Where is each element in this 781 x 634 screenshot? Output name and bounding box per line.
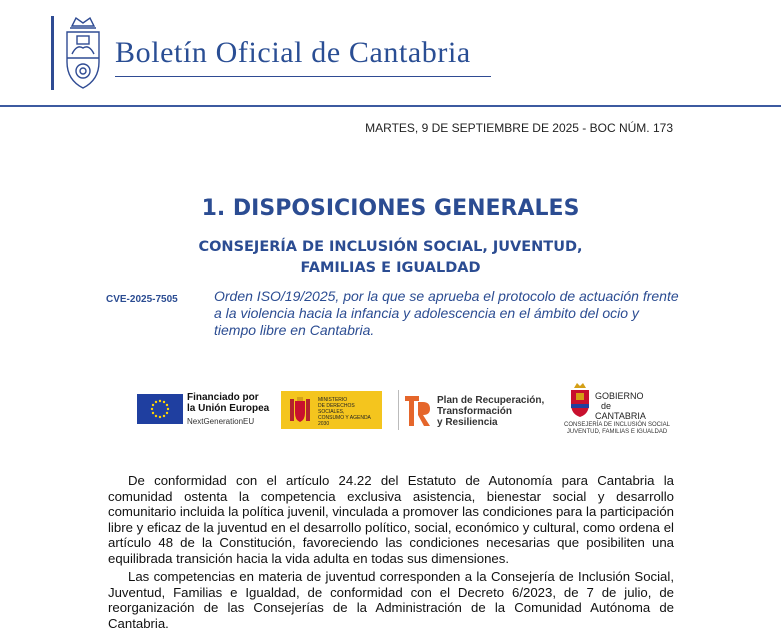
bulletin-title: Boletín Oficial de Cantabria [115,36,471,69]
prtr-logo-icon [403,394,433,428]
prtr-line-2: Transformación [437,406,513,417]
government-line-2: de [601,401,612,411]
ministry-line-1: MINISTERIO [318,397,348,403]
department-line-1: CONSEJERÍA DE INCLUSIÓN SOCIAL, JUVENTUD, [198,239,583,255]
department-heading [80,237,701,279]
cantabria-government-shield-icon [569,382,591,418]
government-department-label [557,422,677,436]
header-accent-bar [51,16,54,90]
ministry-label [318,397,380,427]
ministry-line-2: DE DERECHOS SOCIALES, [318,403,355,415]
prtr-line-3: y Resiliencia [437,417,498,428]
government-sub-line-1: CONSEJERÍA DE INCLUSIÓN SOCIAL [563,422,671,428]
order-title: Orden ISO/19/2025, por la que se aprueba el protocolo de actuación frente a la violencia hacia la infancia y adolescencia en el ámbito del ocio y tiempo libre en Cantabria. [214,288,679,338]
government-line-3: CANTABRIA [595,411,646,421]
eu-funding-label [187,392,277,414]
cantabria-crest-icon [62,14,104,92]
title-underline [115,76,491,77]
government-line-1: GOBIERNO [595,391,644,401]
eu-line-1: Financiado por [187,392,259,403]
page-header [0,0,781,108]
cve-code: CVE-2025-7505 [106,294,178,305]
section-heading: 1. DISPOSICIONES GENERALES [201,196,580,221]
eu-line-2: la Unión Europea [187,403,270,414]
header-divider [0,105,781,107]
paragraph-2-text: Las competencias en materia de juventud corresponden a la Consejería de Inclusión Social, Juventud, Familias e Igualdad, de conformidad con el Decreto 6/2023, de 7 de julio, de reorganización de las Consejerías de la Administración de la Comunidad Autónoma de Cantabria. [108,569,674,631]
prtr-line-1: Plan de Recuperación, [437,395,545,406]
department-line-2: FAMILIAS E IGUALDAD [300,260,481,276]
paragraph-2 [108,569,674,631]
spain-shield-icon [288,395,312,425]
prtr-label [437,395,547,428]
ministry-line-3: CONSUMO Y AGENDA 2030 [318,415,371,427]
government-sub-line-2: JUVENTUD, FAMILIAS E IGUALDAD [566,429,668,435]
logo-separator [398,390,399,430]
government-label [595,391,646,421]
issue-dateline: MARTES, 9 DE SEPTIEMBRE DE 2025 - BOC NÚM. 173 [365,121,673,135]
paragraph-1 [108,473,674,567]
eu-nextgen-label: NextGenerationEU [187,417,255,426]
eu-flag-icon [137,394,183,424]
paragraph-1-text: De conformidad con el artículo 24.22 del Estatuto de Autonomía para Cantabria la comunidad ostenta la competencia exclusiva asistencia, bienestar social y desarrollo comunitario incluida la política juvenil, vinculada a promover las condiciones para la participación libre y eficaz de la juventud en el desarrollo político, social, económico y cultural, como ordena el artículo 48 de la Constitución, favoreciendo las condiciones necesarias que posibiliten una equilibrada transición hacia la vida adulta en todas sus dimensiones. [108,473,674,566]
